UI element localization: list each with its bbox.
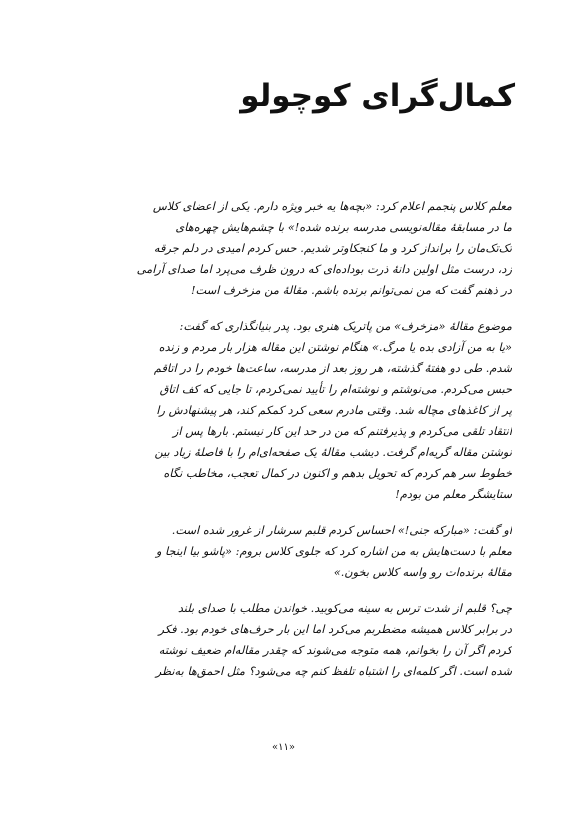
text-line: در ذهنم گفت که من نمی‌توانم برنده باشم. مقالهٔ من مزخرف است! [190,283,512,297]
page-number: «۱۱» [272,742,295,753]
text-line: انتقاد تلقی می‌کردم و پذیرفتنم که من در حد این کار نیستم. بارها پس از [172,424,512,438]
text-line: چی؟ قلبم از شدت ترس به سینه می‌کوبید. خواندن مطلب با صدای بلند [177,601,512,615]
paragraph-spacer [50,583,512,598]
text-line: «یا به من آزادی بده یا مرگ.» هنگام نوشتن این مقاله هزار بار مردم و زنده [158,340,512,354]
text-line: زد، درست مثل اولین دانهٔ ذرت بوداده‌ای که درون ظرف می‌پرد اما صدای آرامی [136,262,512,276]
text-line: شده است. اگر کلمه‌ای را اشتباه تلفظ کنم چه می‌شود؟ مثل احمق‌ها به‌نظر [155,664,512,678]
text-line: او گفت: «مبارکه جنی!» احساس کردم قلبم سرشار از غرور شده است. [171,523,512,537]
text-line: نوشتن مقاله گریه‌ام گرفت. دیشب مقالهٔ یک صفحه‌ای‌ام را با فاصلهٔ زیاد بین [154,445,512,459]
paragraph-spacer [50,301,512,316]
text-line: موضوع مقالهٔ «مزخرف» من پاتریک هنری بود. پدر بنیانگذاری که گفت: [179,319,512,333]
chapter-body [50,196,512,682]
text-line: مقالهٔ برنده‌ات رو واسه کلاس بخون.» [333,565,512,579]
paragraph-spacer [50,505,512,520]
paragraph-3 [50,520,512,583]
text-line: ستایشگر معلم من بودم! [395,487,512,501]
text-line: ما در مسابقهٔ مقاله‌نویسی مدرسه برنده شده!» با چشم‌هایش چهره‌های [175,220,512,234]
text-line: خطوط سر هم کردم که تحویل بدهم و اکنون در کمال تعجب، مخاطب نگاه [163,466,512,480]
text-line: شدم. طی دو هفتهٔ گذشته، هر روز بعد از مدرسه، ساعت‌ها خودم را در اتاقم [153,361,512,375]
text-line: کردم اگر آن را بخوانم، همه متوجه می‌شوند که چقدر مقاله‌ام ضعیف نوشته [158,643,512,657]
text-line: پر از کاغذهای مچاله شد. وقتی مادرم سعی کرد کمکم کند، هر پیشنهادش را [156,403,512,417]
paragraph-4 [50,598,512,682]
paragraph-2 [50,316,512,505]
text-line: معلم با دست‌هایش به من اشاره کرد که جلوی کلاس بروم: «پاشو بیا اینجا و [155,544,512,558]
text-line: معلم کلاس پنجمم اعلام کرد: «بچه‌ها یه خبر ویژه دارم. یکی از اعضای کلاس [152,199,512,213]
text-line: در برابر کلاس همیشه مضطربم می‌کرد اما این بار حرف‌های خودم بود. فکر [158,622,512,636]
text-line: حبس می‌کردم. می‌نوشتم و نوشته‌ام را تأیید نمی‌کردم، تا جایی که کف اتاق [159,382,512,396]
chapter-title: کمال‌گرای کوچولو [240,78,515,114]
text-line: تک‌تک‌مان را برانداز کرد و ما کنجکاوتر شدیم. حس کردم امیدی در دلم جرقه [153,241,512,255]
paragraph-1 [50,196,512,301]
